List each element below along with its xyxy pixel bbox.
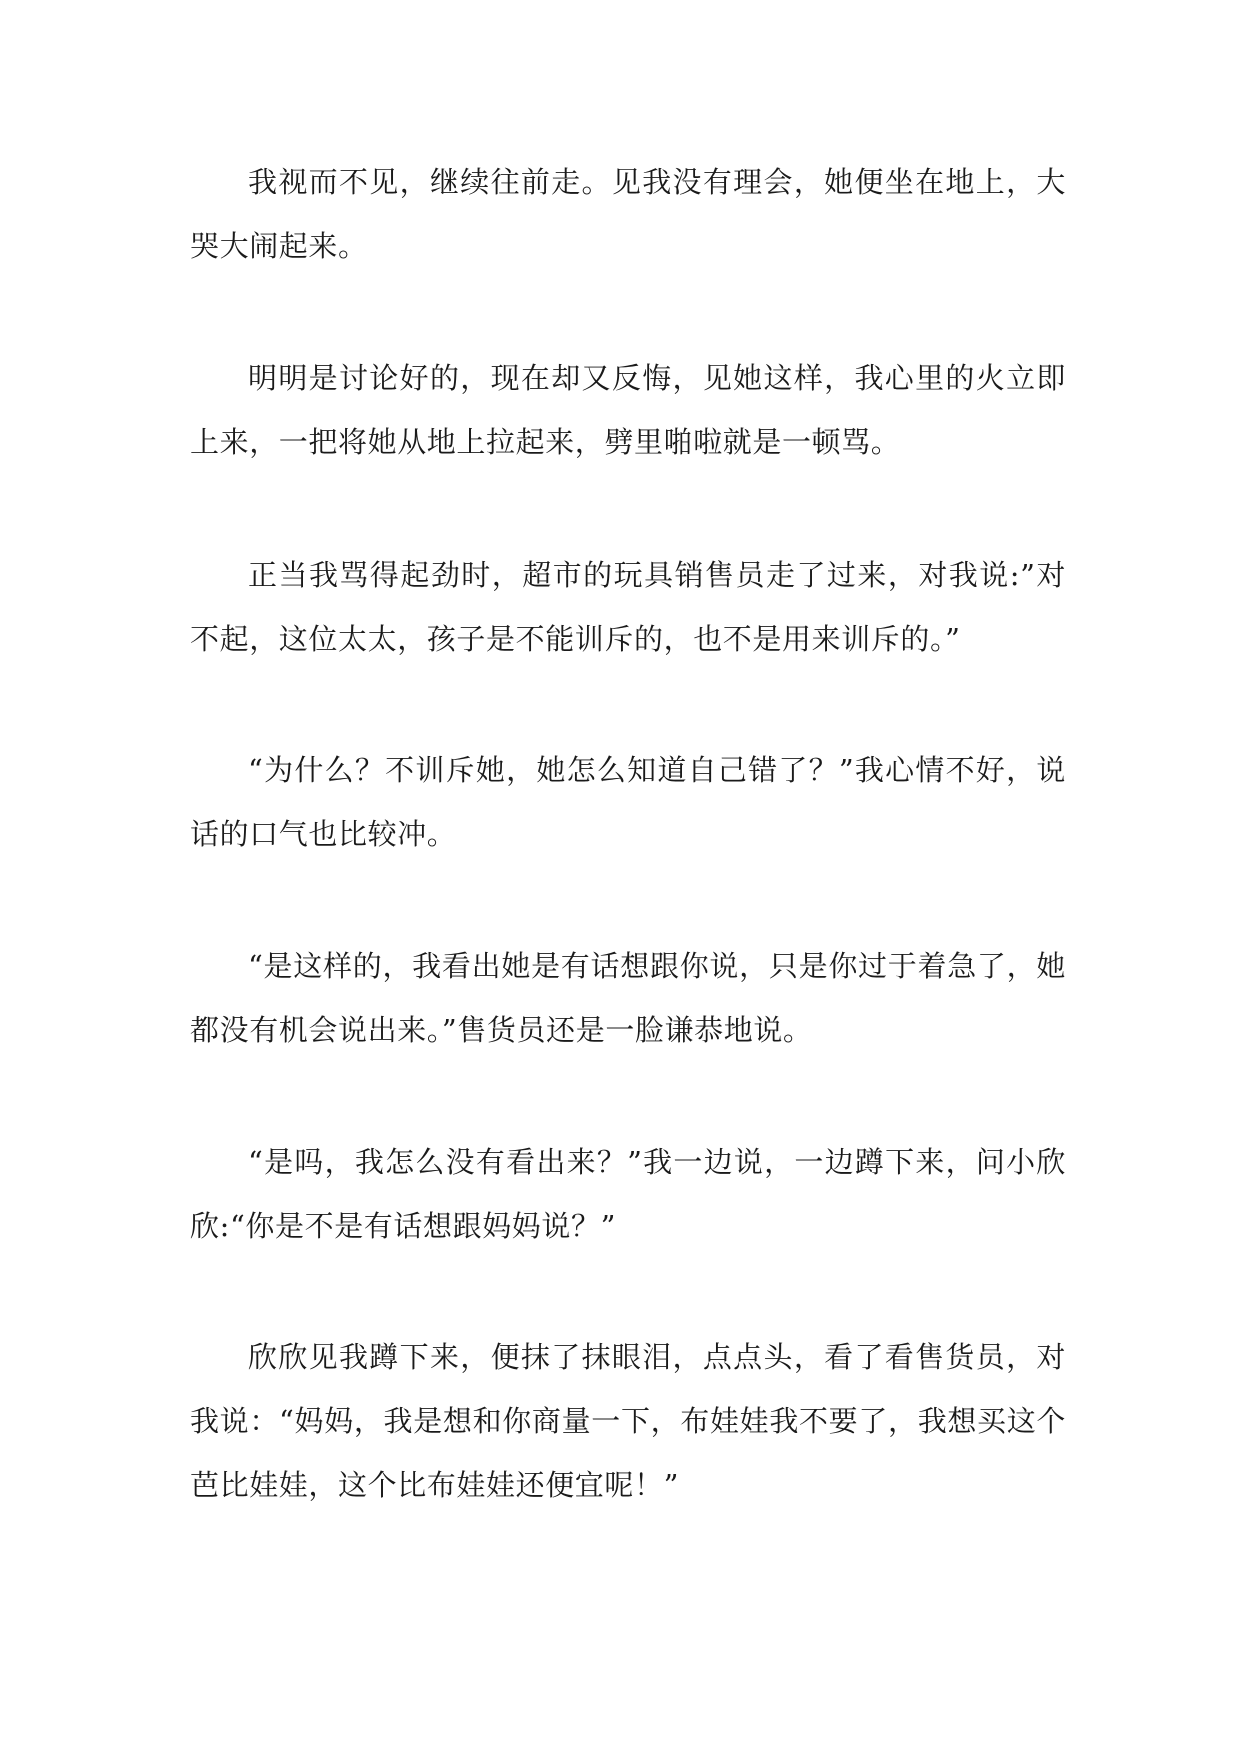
paragraph-1: 我视而不见，继续往前走。见我没有理会，她便坐在地上，大哭大闹起来。 bbox=[190, 165, 1066, 263]
paragraph-3: 正当我骂得起劲时，超市的玩具销售员走了过来，对我说:”对不起，这位太太，孩子是不能训斥的，也不是用来训斥的。” bbox=[190, 558, 1066, 656]
paragraph-5: “是这样的，我看出她是有话想跟你说，只是你过于着急了，她都没有机会说出来。”售货员还是一脸谦恭地说。 bbox=[190, 949, 1066, 1047]
paragraph-4: “为什么？不训斥她，她怎么知道自己错了？”我心情不好，说话的口气也比较冲。 bbox=[190, 753, 1066, 851]
paragraph-6: “是吗，我怎么没有看出来？”我一边说，一边蹲下来，问小欣欣:“你是不是有话想跟妈妈说？” bbox=[190, 1145, 1066, 1243]
paragraph-2: 明明是讨论好的，现在却又反悔，见她这样，我心里的火立即上来，一把将她从地上拉起来，劈里啪啦就是一顿骂。 bbox=[190, 361, 1066, 459]
paragraph-7: 欣欣见我蹲下来，便抹了抹眼泪，点点头，看了看售货员，对我说：“妈妈，我是想和你商量一下，布娃娃我不要了，我想买这个芭比娃娃，这个比布娃娃还便宜呢！” bbox=[190, 1340, 1066, 1502]
